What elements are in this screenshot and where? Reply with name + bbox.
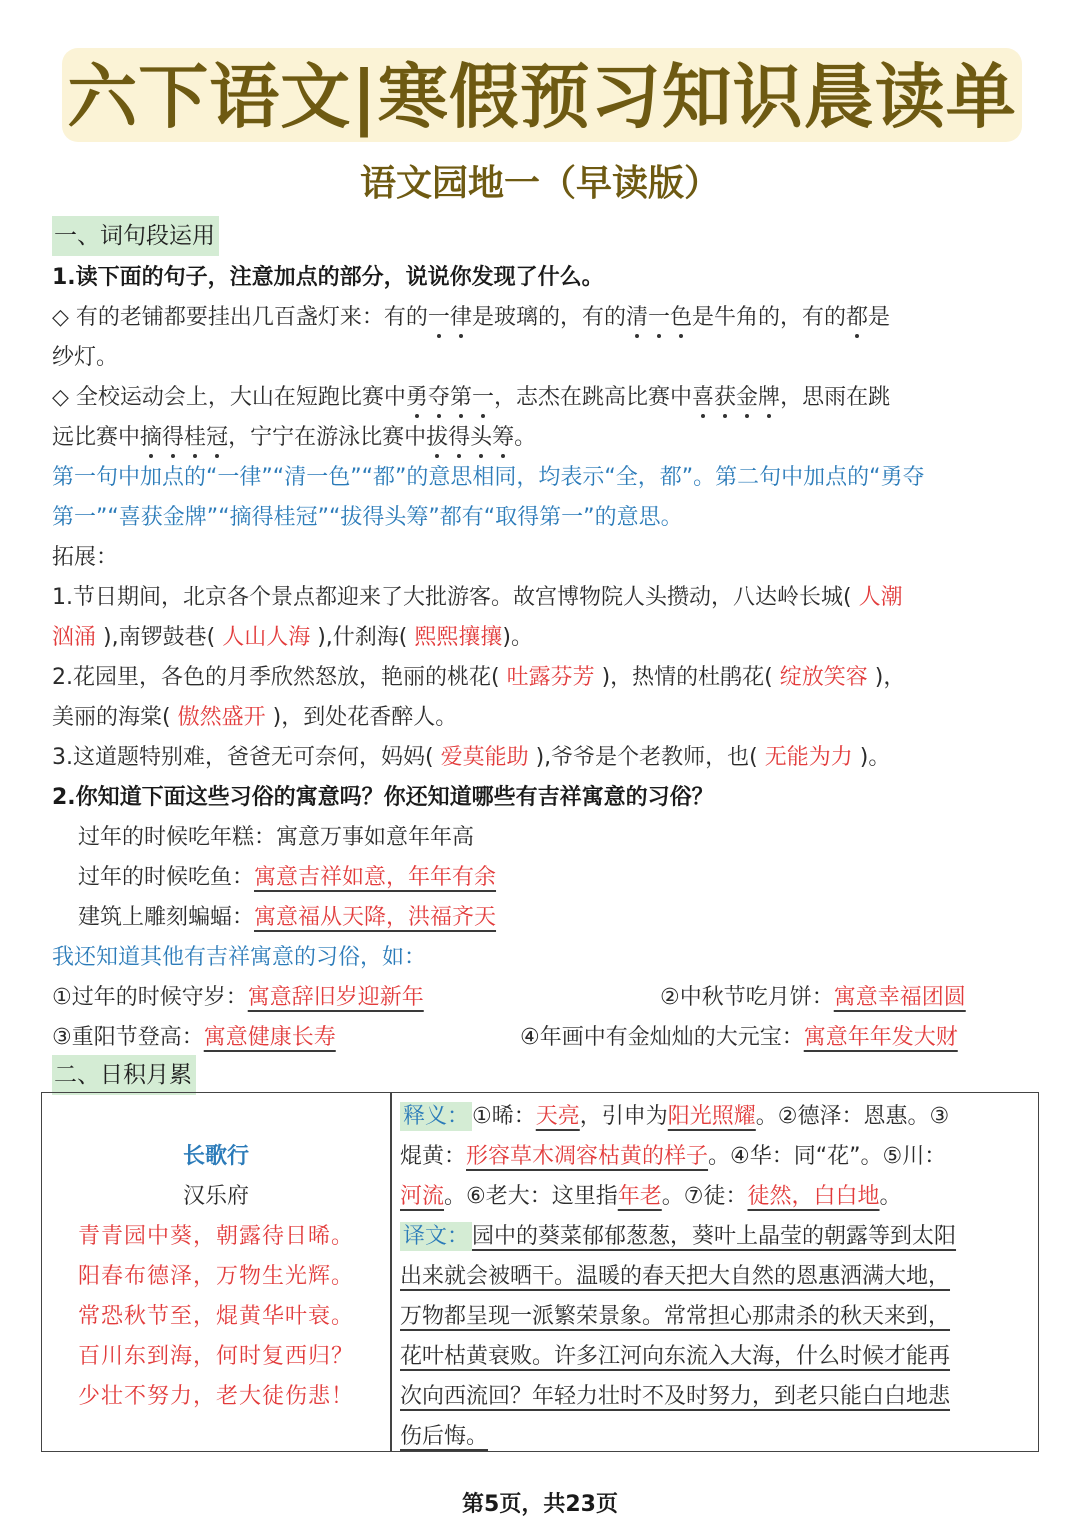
sentence-2-line-2: 远比赛中摘得桂冠，宁宁在游泳比赛中拔得头筹。 <box>52 418 536 458</box>
sentence-1-line-2: 纱灯。 <box>52 345 119 370</box>
dotted-char: 得 <box>448 418 470 458</box>
extension-3: 3.这道题特别难，爸爸无可奈何，妈妈( 爱莫能助 ),爷爷是个老教师，也( 无能为力 )。 <box>52 745 891 770</box>
poem-line: 百川东到海，何时复西归？ <box>77 1344 354 1369</box>
definition-line-3: 河流。⑥老大：这里指年老。⑦徒：徒然，白白地。 <box>400 1184 902 1209</box>
custom-more-1: ①过年的时候守岁：寓意辞旧岁迎新年 <box>52 985 424 1010</box>
translation-line-3: 万物都呈现一派繁荣景象。常常担心那肃杀的秋天来到， <box>400 1304 951 1329</box>
definition-answer: 徒然，白白地 <box>747 1184 880 1209</box>
custom-3: 建筑上雕刻蝙蝠：寓意福从天降，洪福齐天 <box>78 905 497 930</box>
dotted-char: 头 <box>470 418 492 458</box>
custom-more-4: ④年画中有金灿灿的大元宝：寓意年年发大财 <box>520 1025 958 1050</box>
dotted-char: 一 <box>428 298 450 338</box>
question-2: 2.你知道下面这些习俗的寓意吗？你还知道哪些有吉祥寓意的习俗？ <box>52 785 714 810</box>
sentence-1-line-1: ◇ 有的老铺都要挂出几百盏灯来：有的一律是玻璃的，有的清一色是牛角的，有的都是 <box>52 298 890 338</box>
dotted-char: 桂 <box>184 418 206 458</box>
dotted-word <box>692 385 780 410</box>
dotted-word <box>846 305 868 330</box>
dotted-char: 拔 <box>426 418 448 458</box>
dotted-char: 律 <box>450 298 472 338</box>
answer-meaning: 寓意幸福团圆 <box>833 985 966 1010</box>
answer-1-line-2: 第一”“喜获金牌”“摘得桂冠”“拔得头筹”都有“取得第一”的意思。 <box>52 505 683 530</box>
translation-label: 译文： <box>400 1222 472 1251</box>
dotted-char: 摘 <box>140 418 162 458</box>
sentence-2-line-1: ◇ 全校运动会上，大山在短跑比赛中勇夺第一，志杰在跳高比赛中喜获金牌，思雨在跳 <box>52 378 890 418</box>
definition-answer: 阳光照耀 <box>667 1104 756 1129</box>
poem-title: 长歌行 <box>182 1144 249 1169</box>
section-heading-accumulation: 二、日积月累 <box>52 1055 196 1095</box>
dotted-char: 冠 <box>206 418 228 458</box>
dotted-char: 金 <box>736 378 758 418</box>
translation-line-1: 译文： 园中的葵菜郁郁葱葱，葵叶上晶莹的朝露等到太阳 <box>400 1217 956 1257</box>
poem-line: 青青园中葵，朝露待日晞。 <box>77 1224 354 1249</box>
definition-label: 释义： <box>400 1102 472 1131</box>
dotted-char: 勇 <box>406 378 428 418</box>
poem-line: 少壮不努力，老大徒伤悲！ <box>77 1384 354 1409</box>
answer-word: 无能为力 <box>764 745 853 770</box>
answer-word: 熙熙攘攘 <box>414 625 503 650</box>
answer-word: 爱莫能助 <box>440 745 529 770</box>
answer-meaning: 寓意健康长寿 <box>203 1025 336 1050</box>
dotted-word <box>140 425 228 450</box>
answer-meaning: 寓意福从天降，洪福齐天 <box>254 905 497 930</box>
definition-line-1: 释义： ①晞：天亮，引申为阳光照耀。②德泽：恩惠。③ <box>400 1097 949 1137</box>
answer-1-line-1: 第一句中加点的“一律”“清一色”“都”的意思相同，均表示“全，都”。第二句中加点的“勇夺 <box>52 465 925 490</box>
translation-line-4: 花叶枯黄衰败。许多江河向东流入大海，什么时候才能再 <box>400 1344 951 1369</box>
definition-answer: 河流 <box>400 1184 445 1209</box>
more-customs-prompt: 我还知道其他有吉祥寓意的习俗，如： <box>52 945 427 970</box>
answer-meaning: 寓意辞旧岁迎新年 <box>247 985 424 1010</box>
extension-1-line-1: 1.节日期间，北京各个景点都迎来了大批游客。故宫博物院人头攒动，八达岭长城( 人潮 <box>52 585 903 610</box>
dotted-char: 都 <box>846 298 868 338</box>
page-number: 第5页，共23页 <box>462 1492 618 1517</box>
definition-answer: 形容草木凋容枯黄的样子 <box>466 1144 709 1169</box>
extension-2-line-1: 2.花园里，各色的月季欣然怒放，艳丽的桃花( 吐露芬芳 )，热情的杜鹃花( 绽放笑容 )， <box>52 665 906 690</box>
dotted-word <box>626 305 692 330</box>
poem-line: 阳春布德泽，万物生光辉。 <box>77 1264 354 1289</box>
answer-meaning: 寓意吉祥如意，年年有余 <box>254 865 497 890</box>
definition-answer: 天亮 <box>535 1104 580 1129</box>
custom-more-3: ③重阳节登高：寓意健康长寿 <box>52 1025 336 1050</box>
translation-line-6: 伤后悔。 <box>400 1424 489 1449</box>
dotted-char: 获 <box>714 378 736 418</box>
dotted-char: 牌 <box>758 378 780 418</box>
answer-word: 人山人海 <box>222 625 311 650</box>
page-subtitle: 语文园地一（早读版） <box>359 163 720 204</box>
section-heading-usage: 一、词句段运用 <box>52 216 219 256</box>
poem-table-divider <box>390 1092 392 1452</box>
translation-line-5: 次向西流回？年轻力壮时不及时努力，到老只能白白地悲 <box>400 1384 951 1409</box>
dotted-char: 色 <box>670 298 692 338</box>
page-title: 六下语文|寒假预习知识晨读单 <box>67 56 1017 138</box>
dotted-char: 得 <box>162 418 184 458</box>
extension-1-line-2: 汹涌 ),南锣鼓巷( 人山人海 ),什刹海( 熙熙攘攘)。 <box>52 625 533 650</box>
dotted-char: 清 <box>626 298 648 338</box>
answer-word: 人潮 <box>858 585 903 610</box>
dotted-char: 喜 <box>692 378 714 418</box>
dotted-char: 第 <box>450 378 472 418</box>
definition-answer: 年老 <box>617 1184 662 1209</box>
extension-label: 拓展： <box>52 545 119 570</box>
dotted-word <box>428 305 472 330</box>
translation-line-2: 出来就会被晒干。温暖的春天把大自然的恩惠洒满大地， <box>400 1264 951 1289</box>
answer-meaning: 寓意年年发大财 <box>803 1025 958 1050</box>
dotted-word <box>426 425 514 450</box>
custom-more-2: ②中秋节吃月饼：寓意幸福团圆 <box>660 985 966 1010</box>
dotted-char: 夺 <box>428 378 450 418</box>
definition-line-2: 焜黄：形容草木凋容枯黄的样子。④华：同“花”。⑤川： <box>400 1144 947 1169</box>
dotted-char: 筹 <box>492 418 514 458</box>
dotted-char: 一 <box>648 298 670 338</box>
custom-2: 过年的时候吃鱼：寓意吉祥如意，年年有余 <box>78 865 497 890</box>
answer-word: 绽放笑容 <box>779 665 868 690</box>
custom-1: 过年的时候吃年糕：寓意万事如意年年高 <box>78 825 475 850</box>
dotted-word <box>406 385 494 410</box>
answer-word: 吐露芬芳 <box>506 665 595 690</box>
answer-word: 汹涌 <box>52 625 97 650</box>
extension-2-line-2: 美丽的海棠( 傲然盛开 )，到处花香醉人。 <box>52 705 458 730</box>
question-1: 1.读下面的句子，注意加点的部分，说说你发现了什么。 <box>52 265 604 290</box>
dotted-char: 一 <box>472 378 494 418</box>
answer-word: 傲然盛开 <box>177 705 266 730</box>
poem-line: 常恐秋节至，焜黄华叶衰。 <box>77 1304 354 1329</box>
poem-author: 汉乐府 <box>182 1184 249 1209</box>
